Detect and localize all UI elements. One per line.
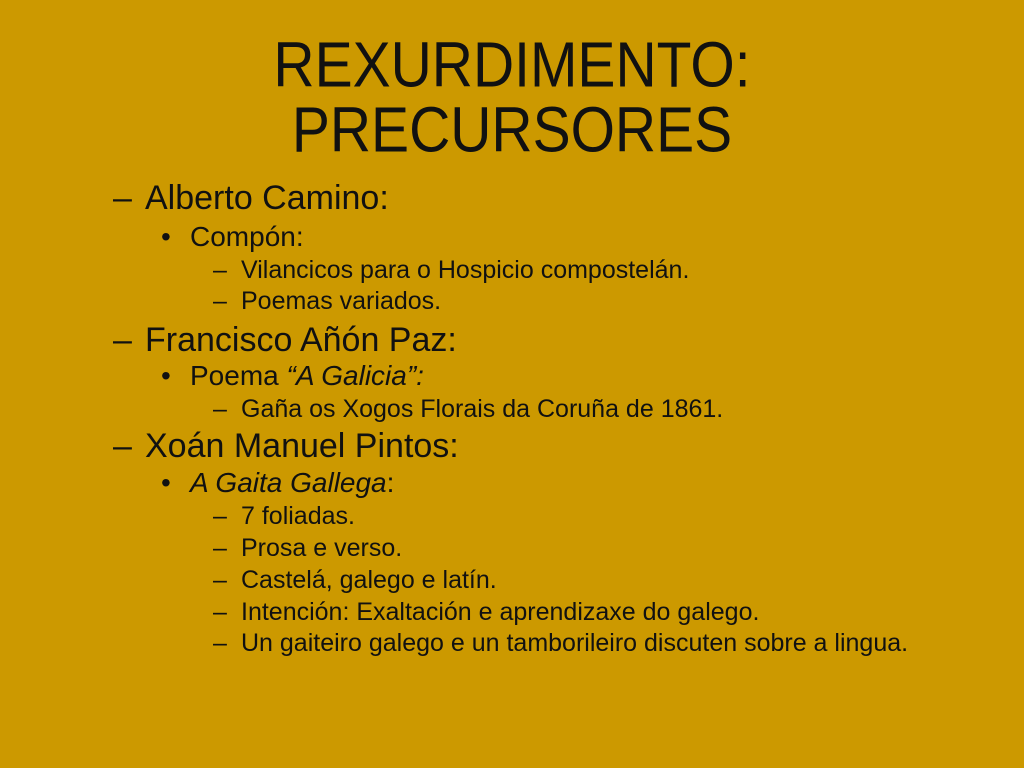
point-item — [213, 533, 402, 563]
dash-marker: – — [113, 179, 132, 217]
point-item-text: 7 foliadas. — [241, 502, 355, 530]
sub-item — [161, 466, 394, 500]
dash-marker: – — [213, 566, 227, 594]
dash-marker: – — [213, 598, 227, 626]
point-item — [213, 501, 355, 531]
point-item — [213, 286, 441, 316]
point-item-text: Vilancicos para o Hospicio compostelán. — [241, 256, 690, 284]
bullet-marker: • — [161, 221, 171, 252]
bullet-marker: • — [161, 467, 171, 498]
point-item-text: Intención: Exaltación e aprendizaxe do galego. — [241, 598, 760, 626]
sub-item-suffix: : — [386, 467, 395, 498]
bullet-marker: • — [161, 360, 171, 391]
point-item — [213, 597, 759, 627]
dash-marker: – — [213, 256, 227, 284]
sub-item-italic-text: A Gaita Gallega — [190, 467, 387, 498]
sub-item-text: Poema — [190, 360, 287, 391]
section-heading — [113, 320, 457, 360]
dash-marker: – — [113, 427, 132, 465]
point-item-text: Un gaiteiro galego e un tamborileiro discuten sobre a lingua. — [241, 629, 909, 657]
point-item-text: Prosa e verso. — [241, 534, 403, 562]
dash-marker: – — [213, 629, 227, 657]
point-item-text: Poemas variados. — [241, 287, 442, 315]
dash-marker: – — [113, 321, 132, 359]
point-item — [213, 565, 497, 595]
dash-marker: – — [213, 534, 227, 562]
point-item — [213, 255, 689, 285]
point-item — [213, 394, 723, 424]
dash-marker: – — [213, 395, 227, 423]
dash-marker: – — [213, 502, 227, 530]
section-heading — [113, 426, 459, 466]
sub-item — [161, 220, 304, 254]
section-heading-text: Alberto Camino: — [145, 179, 389, 217]
sub-item-text: Compón: — [190, 221, 304, 252]
section-heading-text: Francisco Añón Paz: — [145, 321, 457, 359]
dash-marker: – — [213, 287, 227, 315]
section-heading — [113, 178, 389, 218]
slide-title-line-2: PRECURSORES — [291, 94, 733, 166]
point-item-text: Gaña os Xogos Florais da Coruña de 1861. — [241, 395, 724, 423]
slide-title-line-1: REXURDIMENTO: — [273, 29, 751, 101]
sub-item — [161, 359, 424, 393]
sub-item-italic-text: “A Galicia”: — [286, 360, 424, 391]
point-item-text: Castelá, galego e latín. — [241, 566, 497, 594]
point-item — [213, 628, 908, 658]
section-heading-text: Xoán Manuel Pintos: — [145, 427, 459, 465]
